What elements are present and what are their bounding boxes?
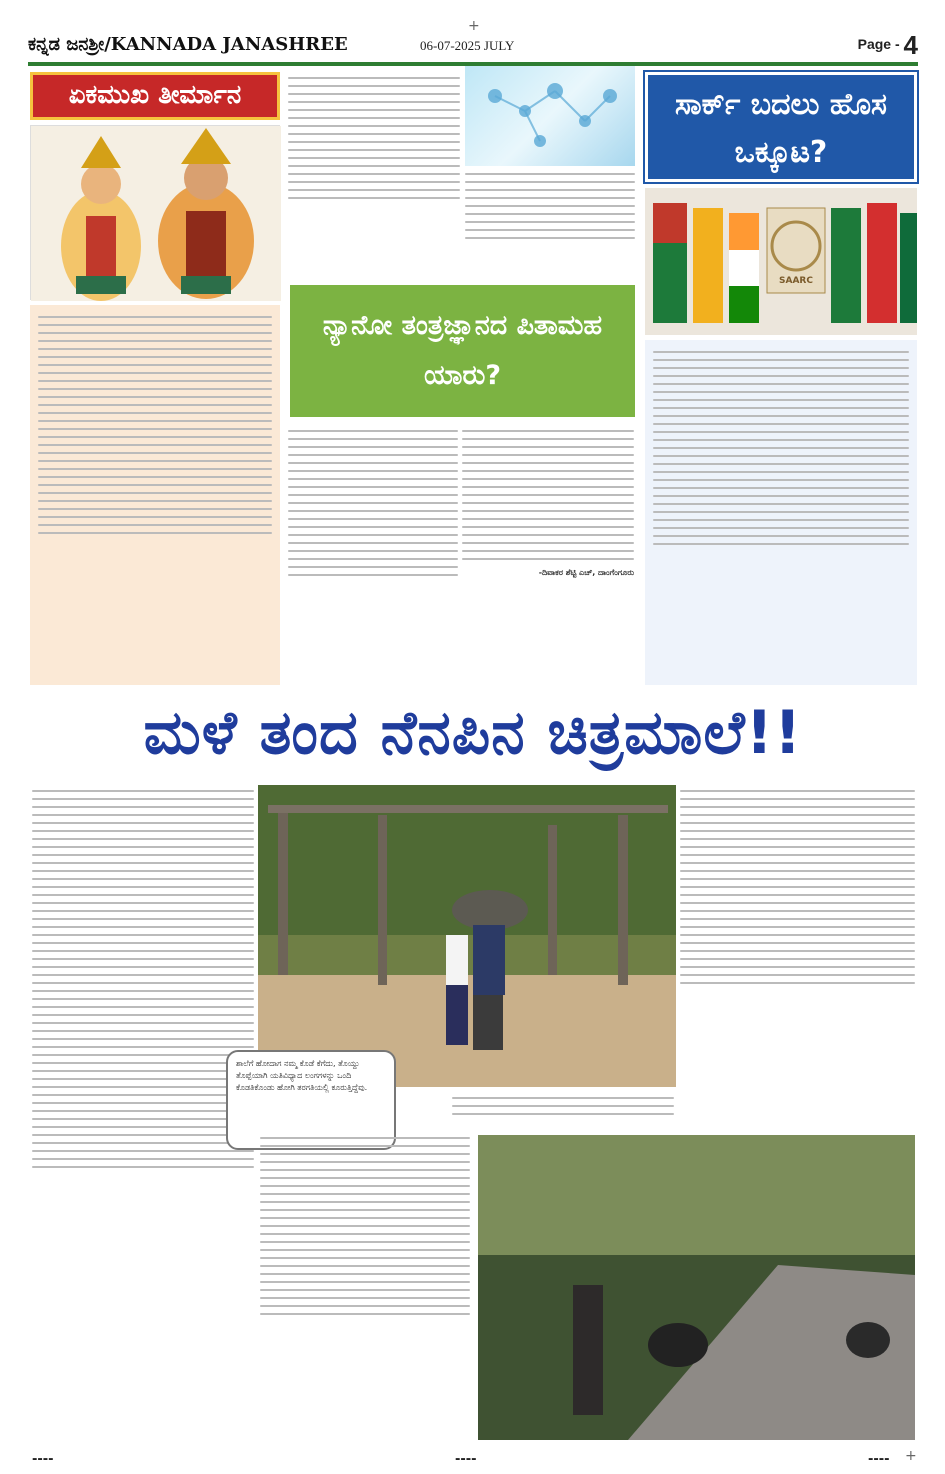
yaksha-illustration: [30, 125, 280, 300]
nano-article-body-2: [465, 168, 635, 283]
page-number: Page - 4: [857, 30, 918, 60]
nano-byline: -ದಿವಾಕರ ಶೆಟ್ಟಿ ಎಚ್, ದಾಂಗೆಂಗೂರು: [538, 568, 634, 577]
villager-with-buffalo-photo: [478, 1135, 915, 1440]
saarc-article-body: [645, 340, 917, 685]
schoolchildren-in-rain-photo: [258, 785, 676, 1087]
right-headline: ಸಾರ್ಕ್ ಬದಲು ಹೊಸ ಒಕ್ಕೂಟ?: [645, 72, 917, 182]
issue-date: 06-07-2025 JULY: [420, 38, 515, 53]
crop-mark-icon: +: [905, 1448, 917, 1464]
footer-right: ----: [868, 1452, 890, 1467]
nano-article-body-1: [288, 72, 460, 282]
left-headline: ಏಕಮುಖ ತೀರ್ಮಾನ: [30, 72, 280, 120]
footer-left: ----: [32, 1452, 54, 1467]
rain-article-body-3: [680, 785, 915, 1130]
saarc-logo-text: SAARC: [779, 276, 813, 286]
nano-article-body-3: [288, 425, 458, 680]
rain-article-body-1: [32, 785, 254, 1445]
paper-name: ಕನ್ನಡ ಜನಶ್ರೀ/KANNADA JANASHREE: [28, 34, 348, 55]
saarc-flags-photo: [645, 188, 917, 335]
nano-headline: ನ್ಯಾನೋ ತಂತ್ರಜ್ಞಾನದ ಪಿತಾಮಹ ಯಾರು?: [290, 285, 635, 417]
masthead: [28, 30, 918, 62]
rain-article-body-4: [260, 1132, 470, 1447]
left-article-body: [30, 305, 280, 685]
molecule-photo: [465, 66, 635, 166]
photo-caption: ಶಾಲೆಗೆ ಹೋದಾಗ ನಮ್ಮ ಕೊಡೆ ಕೆಗೆದು, ತೊಯ್ದು ತೊಪ್ಪೆಯಾಗಿ ಯತಿವಿಧ್ಯಾದ ಲಂಗಗಳನ್ನು ಒಂದಿ ಕೊಡತಿಕೊಂಡು ಹೋಗಿ ತರಗತಿಯಲ್ಲಿ ಕೂರುತ್ತಿದ್ದೆವು.: [226, 1050, 396, 1150]
rain-article-body-2: [452, 1092, 674, 1132]
crop-mark-icon: +: [468, 18, 480, 34]
footer-center: ----: [455, 1452, 477, 1467]
nano-article-body-4: [462, 425, 634, 680]
rain-memories-banner: ಮಳೆ ತಂದ ನೆನಪಿನ ಚಿತ್ರಮಾಲೆ!!: [143, 698, 803, 768]
